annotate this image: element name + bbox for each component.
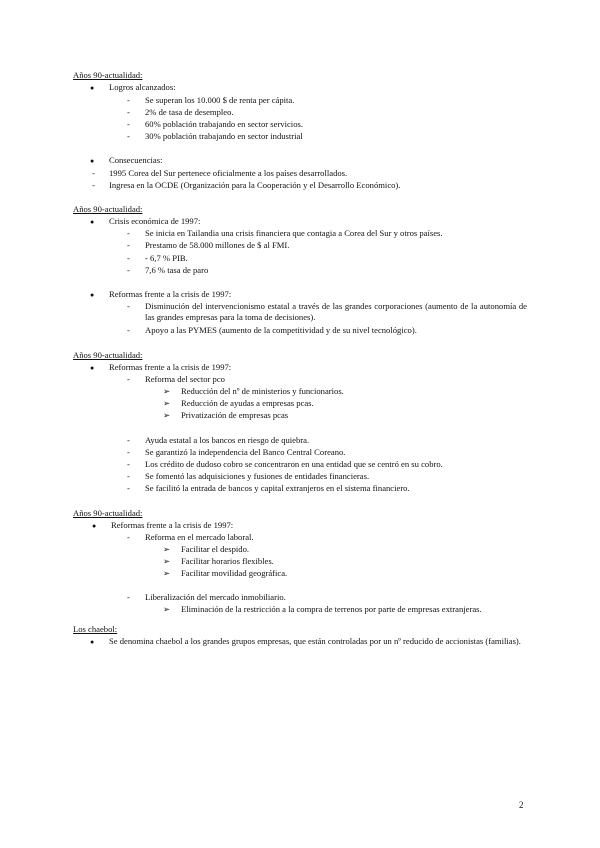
bullet-marker: ● xyxy=(90,364,95,372)
list-item: Prestamo de 58.000 millones de $ al FMI. xyxy=(145,240,290,250)
list-item: Se facilitó la entrada de bancos y capital extranjeros en el sistema financiero. xyxy=(145,483,410,493)
list-title: Logros alcanzados: xyxy=(109,82,176,92)
dash-marker: - xyxy=(127,532,130,542)
section-heading: Años 90-actualidad: xyxy=(73,70,143,80)
list-item: - 6,7 % PIB. xyxy=(145,253,188,263)
list-item: Se superan los 10.000 $ de renta per cápita. xyxy=(145,95,295,105)
list-title: Liberalización del mercado inmobiliario. xyxy=(145,592,286,602)
list-title: Reforma del sector pco xyxy=(145,374,225,384)
list-item: Privatización de empresas pcas xyxy=(181,410,289,420)
dash-marker: - xyxy=(127,592,130,602)
arrow-marker: ➢ xyxy=(163,556,171,566)
list-item: 60% población trabajando en sector servicios. xyxy=(145,119,303,129)
dash-marker: - xyxy=(92,168,95,178)
list-item: Ingresa en la OCDE (Organización para la Cooperación y el Desarrollo Económico). xyxy=(109,180,401,190)
bullet-marker: ● xyxy=(90,157,95,165)
list-title: Reforma en el mercado laboral. xyxy=(145,532,254,542)
dash-marker: - xyxy=(127,325,130,335)
list-title: Crisis económica de 1997: xyxy=(109,216,201,226)
list-item: Reducción del nº de ministerios y funcionarios. xyxy=(181,386,344,396)
dash-marker: - xyxy=(127,253,130,263)
dash-marker: - xyxy=(127,265,130,275)
list-title: Reformas frente a la crisis de 1997: xyxy=(109,289,232,299)
bullet-marker: ● xyxy=(90,638,95,646)
bullet-marker: ● xyxy=(90,84,95,92)
arrow-marker: ➢ xyxy=(163,410,171,420)
list-item: Facilitar movilidad geográfica. xyxy=(181,568,288,578)
section-heading: Los chaebol: xyxy=(73,624,118,634)
list-item: Facilitar el despido. xyxy=(181,544,250,554)
arrow-marker: ➢ xyxy=(163,604,171,614)
list-item: Facilitar horarios flexibles. xyxy=(181,556,274,566)
list-item: Eliminación de la restricción a la compra de terrenos por parte de empresas extranjeras. xyxy=(181,604,482,614)
list-item: Ayuda estatal a los bancos en riesgo de quiebra. xyxy=(145,435,310,445)
dash-marker: - xyxy=(127,228,130,238)
list-item: Apoyo a las PYMES (aumento de la competitividad y de su nivel tecnológico). xyxy=(145,325,417,335)
list-item: 2% de tasa de desempleo. xyxy=(145,107,234,117)
list-item: 7,6 % tasa de paro xyxy=(145,265,209,275)
list-item: Disminución del intervencionismo estatal a través de las grandes corporaciones (aumento de la autonomía de las grandes empresas para la toma de decisiones). xyxy=(145,301,527,322)
dash-marker: - xyxy=(127,301,130,311)
dash-marker: - xyxy=(127,483,130,493)
list-title: Reformas frente a la crisis de 1997: xyxy=(109,362,232,372)
dash-marker: - xyxy=(127,119,130,129)
list-title: Reformas frente a la crisis de 1997: xyxy=(111,520,234,530)
list-item: Se inicia en Tailandia una crisis financiera que contagia a Corea del Sur y otros países. xyxy=(145,228,443,238)
dash-marker: - xyxy=(127,374,130,384)
dash-marker: - xyxy=(127,471,130,481)
page-number: 2 xyxy=(519,800,524,810)
dash-marker: - xyxy=(127,459,130,469)
dash-marker: - xyxy=(127,95,130,105)
list-item: Se garantizó la independencia del Banco Central Coreano. xyxy=(145,447,346,457)
list-item: Se fomentó las adquisiciones y fusiones de entidades financieras. xyxy=(145,471,370,481)
bullet-marker: ● xyxy=(92,522,97,530)
list-item: 1995 Corea del Sur pertenece oficialmente a los países desarrollados. xyxy=(109,168,348,178)
dash-marker: - xyxy=(127,131,130,141)
bullet-marker: ● xyxy=(90,218,95,226)
list-item: Los crédito de dudoso cobro se concentraron en una entidad que se centró en su cobro. xyxy=(145,459,443,469)
arrow-marker: ➢ xyxy=(163,568,171,578)
section-heading: Años 90-actualidad: xyxy=(73,350,143,360)
dash-marker: - xyxy=(92,180,95,190)
bullet-marker: ● xyxy=(90,291,95,299)
arrow-marker: ➢ xyxy=(163,544,171,554)
list-item: 30% población trabajando en sector industrial xyxy=(145,131,303,141)
arrow-marker: ➢ xyxy=(163,386,171,396)
section-heading: Años 90-actualidad: xyxy=(73,508,143,518)
dash-marker: - xyxy=(127,435,130,445)
dash-marker: - xyxy=(127,447,130,457)
dash-marker: - xyxy=(127,240,130,250)
section-heading: Años 90-actualidad: xyxy=(73,204,143,214)
list-title: Consecuencias: xyxy=(109,155,163,165)
list-item: Reducción de ayudas a empresas pcas. xyxy=(181,398,314,408)
dash-marker: - xyxy=(127,107,130,117)
arrow-marker: ➢ xyxy=(163,398,171,408)
paragraph: Se denomina chaebol a los grandes grupos empresas, que están controladas por un nº reducido de accionistas (familias). xyxy=(109,636,521,646)
